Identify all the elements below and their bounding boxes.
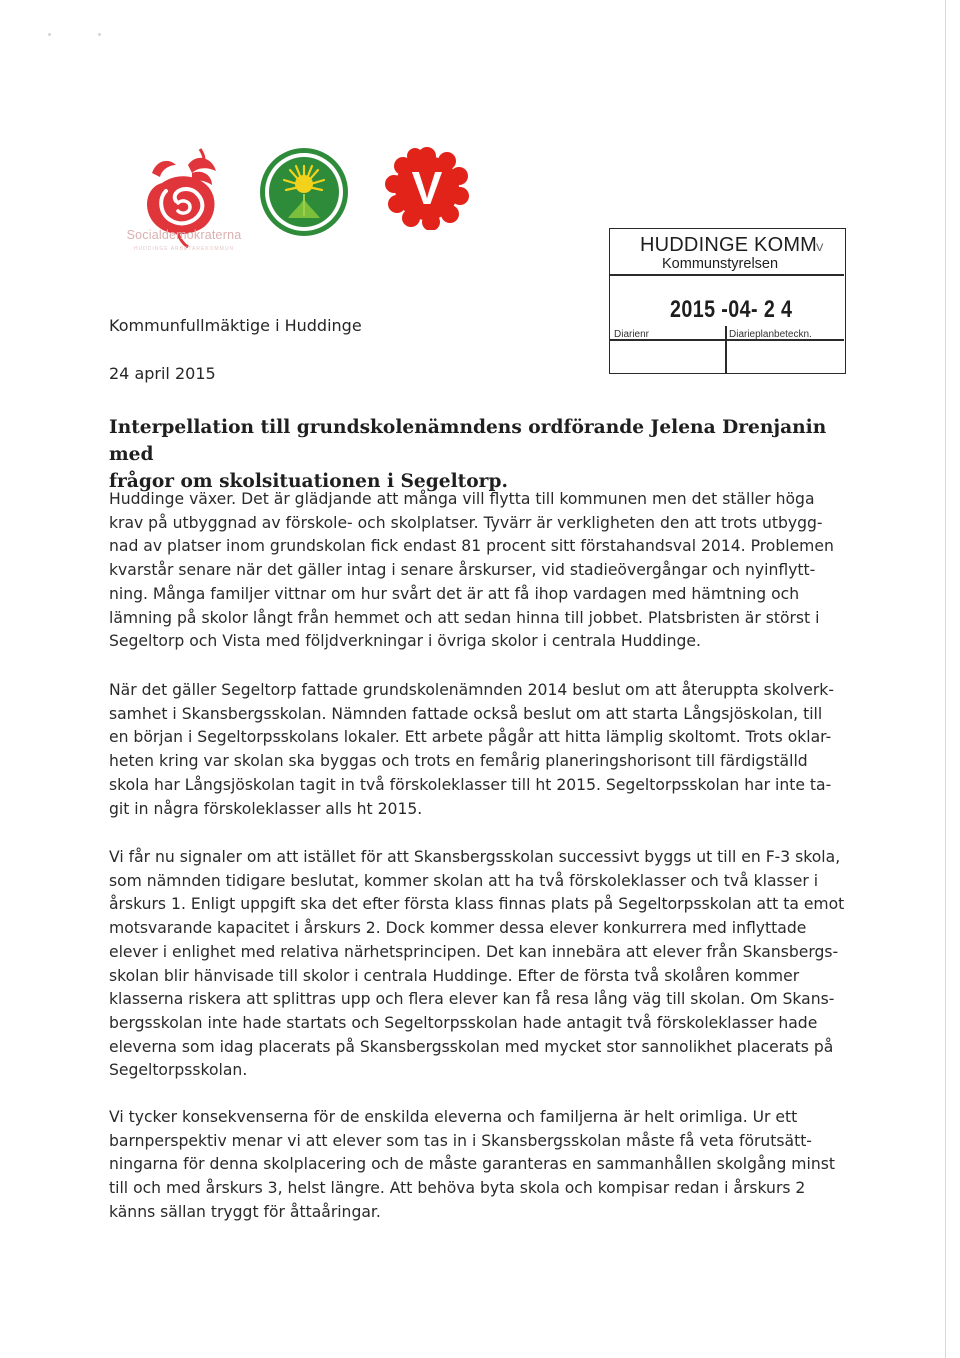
text-line: klasserna riskera att splittras upp och flera elever kan få resa lång väg till skolan. Om Skans- xyxy=(109,990,835,1009)
s-logo-subtitle: HUDDINGE ARBETAREKOMMUN xyxy=(133,246,235,252)
text-line: Vi får nu signaler om att istället för att Skansbergsskolan successivt byggs ut till en F-3 skola, xyxy=(109,848,841,866)
vansterpartiet-logo xyxy=(385,146,469,230)
text-line: en början i Segeltorpsskolans lokaler. Ett arbete pågår att hitta lämplig skoltomt. Trots oklar- xyxy=(109,728,832,747)
text-line: kvarstår senare när det gäller intag i senare årskurser, vid stadieövergångar och nyinflytt- xyxy=(109,561,816,580)
letter-date: 24 april 2015 xyxy=(109,364,216,383)
text-line: heten kring var skolan ska byggas och trots en femårig planeringshorisont till färdigställd xyxy=(109,752,808,771)
text-line: Segeltorp och Vista med följdverkningar i övriga skolor i centrala Huddinge. xyxy=(109,632,701,651)
text-line: känns sällan tryggt för åttaåringar. xyxy=(109,1202,381,1221)
stamp-date: 2015 -04- 2 4 xyxy=(670,296,793,323)
text-line: eleverna som idag placerats på Skansbergsskolan med mycket stor sannolikhet placerats på xyxy=(109,1037,834,1056)
stamp-organization: HUDDINGE KOMM xyxy=(640,234,818,256)
text-line: Huddinge växer. Det är glädjande att många vill flytta till kommunen men det ställer höga xyxy=(109,490,815,508)
paragraph-3 xyxy=(109,846,845,1083)
text-line: Segeltorpsskolan. xyxy=(109,1061,248,1080)
text-line: ningarna för denna skolplacering och de måste garanteras en sammanhållen skolgång minst xyxy=(109,1155,835,1174)
text-line: årskurs 1. Enligt uppgift ska det efter första klass finnas plats på Segeltorpsskolan att ta emot xyxy=(109,895,845,914)
text-line: samhet i Skansbergsskolan. Nämnden fattade också beslut om att starta Långsjöskolan, till xyxy=(109,704,823,723)
text-line: nad av platser inom grundskolan fick endast 81 procent sitt förstahandsval 2014. Problemen xyxy=(109,537,834,556)
text-line: När det gäller Segeltorp fattade grundskolenämnden 2014 beslut om att återuppta skolverk- xyxy=(109,681,834,699)
stamp-unit: Kommunstyrelsen xyxy=(662,256,779,272)
text-line: till och med årskurs 3, helst längre. Att behöva byta skola och kompisar redan i årskurs 2 xyxy=(109,1179,806,1198)
text-line: elever i enlighet med relativa närhetsprincipen. Det kan innebära att elever från Skansbergs- xyxy=(109,942,839,961)
v-letter: V xyxy=(411,162,443,214)
paragraph-1 xyxy=(109,488,834,654)
miljopartiet-logo xyxy=(258,146,350,238)
stamp-diarieplan-label: Diarieplanbeteckn. xyxy=(729,329,812,340)
paragraph-2 xyxy=(109,679,834,821)
text-line: motsvarande kapacitet i årskurs 2. Dock kommer dessa elever konkurrera med inflyttade xyxy=(109,919,807,938)
text-line: git in några förskoleklasser alls ht 2015. xyxy=(109,799,423,818)
text-line: skola har Långsjöskolan tagit in två förskoleklasser till ht 2015. Segeltorpsskolan har inte ta- xyxy=(109,775,832,794)
stamp-corner-mark: V xyxy=(816,242,824,254)
stamp-diarienr-label: Diarienr xyxy=(614,329,650,340)
recipient: Kommunfullmäktige i Huddinge xyxy=(109,316,362,335)
s-logo-name: Socialdemokraterna xyxy=(126,228,242,242)
text-line: ning. Många familjer vittnar om hur svårt det är att få ihop vardagen med hämtning och xyxy=(109,584,800,603)
scan-speck xyxy=(48,33,51,36)
scan-speck xyxy=(98,33,101,36)
red-carnation-icon xyxy=(385,146,469,230)
document-title xyxy=(109,414,829,495)
registration-stamp xyxy=(609,228,846,374)
text-line: som nämnden tidigare beslutat, kommer skolan att ha två förskoleklasser och två klasser i xyxy=(109,871,819,890)
text-line: krav på utbyggnad av förskole- och skolplatser. Tyvärr är verkligheten den att trots utbygg- xyxy=(109,513,823,532)
text-line: barnperspektiv menar vi att elever som tas in i Skansbergsskolan måste få veta förutsätt- xyxy=(109,1131,812,1150)
text-line: Vi tycker konsekvenserna för de enskilda eleverna och familjerna är helt orimliga. Ur ett xyxy=(109,1108,798,1126)
text-line: lämning på skolor långt från hemmet och att sedan hinna till jobbet. Platsbristen är störst i xyxy=(109,608,820,627)
socialdemokraterna-logo xyxy=(132,143,240,261)
dandelion-icon xyxy=(258,146,350,238)
paragraph-4 xyxy=(109,1106,835,1225)
text-line: skolan blir hänvisade till skolor i centrala Huddinge. Efter de första två skolåren kommer xyxy=(109,966,800,985)
red-rose-icon xyxy=(132,143,240,261)
title-line: Interpellation till grundskolenämndens ordförande Jelena Drenjanin med xyxy=(109,417,827,465)
title-line: frågor om skolsituationen i Segeltorp. xyxy=(109,471,508,492)
page-edge xyxy=(945,0,946,1358)
text-line: bergsskolan inte hade startats och Segeltorpsskolan hade antagit två förskoleklasser hade xyxy=(109,1013,818,1032)
